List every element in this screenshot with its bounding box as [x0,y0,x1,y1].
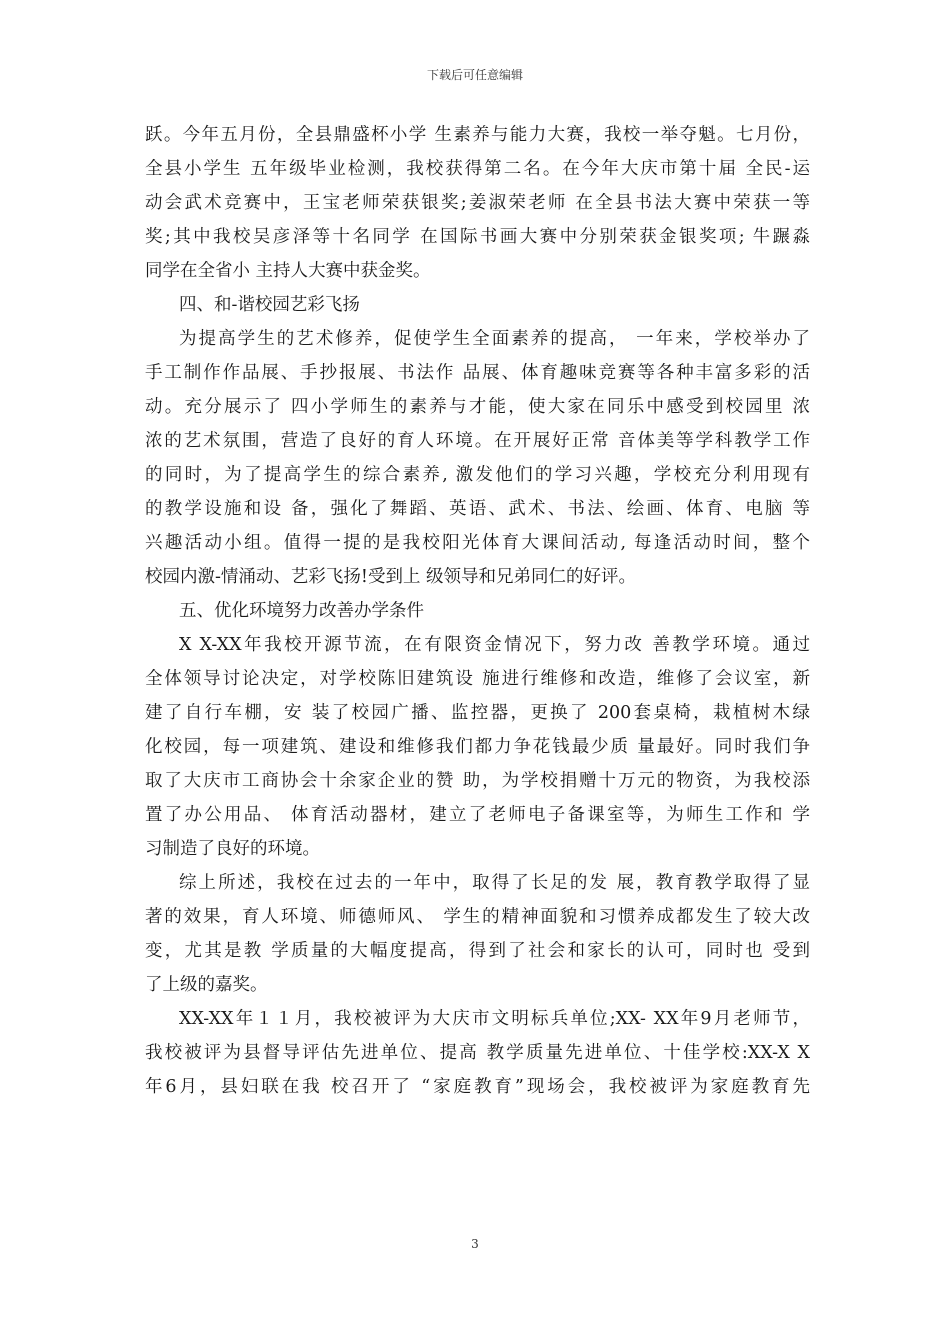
text-line: 建了自行车棚，安 装了校园广播、监控器，更换了 200套桌椅，栽植树木绿 [145,703,810,723]
text-line: 的教学设施和设 备，强化了舞蹈、英语、武术、书法、绘画、体育、电脑 等 [145,499,810,519]
text-line: 动。充分展示了 四小学师生的素养与才能，使大家在同乐中感受到校园里 浓 [145,397,810,417]
text-line: X X-XX年我校开源节流，在有限资金情况下，努力改 善教学环境。通过 [179,635,810,655]
page-number: 3 [471,1237,479,1251]
text-line: 奖;其中我校吴彦泽等十名同学 在国际书画大赛中分别荣获金银奖项; 牛蹍淼 [145,227,810,247]
page-header: 下载后可任意编辑 [426,68,523,82]
text-line: 了上级的嘉奖。 [145,975,268,995]
text-line: 跃。今年五月份，全县鼎盛杯小学 生素养与能力大赛，我校一举夺魁。七月份， [145,125,810,145]
text-line: 为提高学生的艺术修养，促使学生全面素养的提高， 一年来，学校举办了 [179,329,810,349]
text-line: 置了办公用品、 体育活动器材，建立了老师电子备课室等，为师生工作和 学 [145,805,810,825]
text-line: 综上所述，我校在过去的一年中，取得了长足的发 展，教育教学取得了显 [179,873,810,893]
text-line: 同学在全省小 主持人大赛中获金奖。 [145,261,431,281]
text-line: 兴趣活动小组。值得一提的是我校阳光体育大课间活动, 每逢活动时间，整个 [145,533,810,553]
text-line: 习制造了良好的环境。 [145,839,320,859]
text-line: 动会武术竞赛中，王宝老师荣获银奖;姜淑荣老师 在全县书法大赛中荣获一等 [145,193,810,213]
text-line: XX-XX年１１月，我校被评为大庆市文明标兵单位;XX- XX年9月老师节， [179,1009,810,1029]
text-line: 年6月，县妇联在我 校召开了 “家庭教育”现场会，我校被评为家庭教育先 [145,1077,810,1097]
text-line: 手工制作作品展、手抄报展、书法作 品展、体育趣味竞赛等各种丰富多彩的活 [145,363,810,383]
text-line: 取了大庆市工商协会十余家企业的赞 助，为学校捐赠十万元的物资，为我校添 [145,771,810,791]
text-line: 的同时，为了提高学生的综合素养, 激发他们的学习兴趣，学校充分利用现有 [145,465,810,485]
text-line: 变，尤其是教 学质量的大幅度提高，得到了社会和家长的认可，同时也 受到 [145,941,810,961]
text-line: 校园内激-情涌动、艺彩飞扬!受到上 级领导和兄弟同仁的好评。 [145,567,637,587]
document-body [145,118,810,1104]
text-line: 五、优化环境努力改善办学条件 [179,601,424,621]
text-line: 化校园，每一项建筑、建设和维修我们都力争花钱最少质 量最好。同时我们争 [145,737,810,757]
text-line: 全县小学生 五年级毕业检测，我校获得第二名。在今年大庆市第十届 全民-运 [145,159,810,179]
text-line: 我校被评为县督导评估先进单位、提高 教学质量先进单位、十佳学校:XX-X X [145,1043,810,1063]
text-line: 全体领导讨论决定，对学校陈旧建筑设 施进行维修和改造，维修了会议室，新 [145,669,810,689]
text-line: 浓的艺术氛围，营造了良好的育人环境。在开展好正常 音体美等学科教学工作 [145,431,810,451]
text-line: 著的效果，育人环境、师德师风、 学生的精神面貌和习惯养成都发生了较大改 [145,907,810,927]
text-line: 四、和-谐校园艺彩飞扬 [179,295,360,315]
